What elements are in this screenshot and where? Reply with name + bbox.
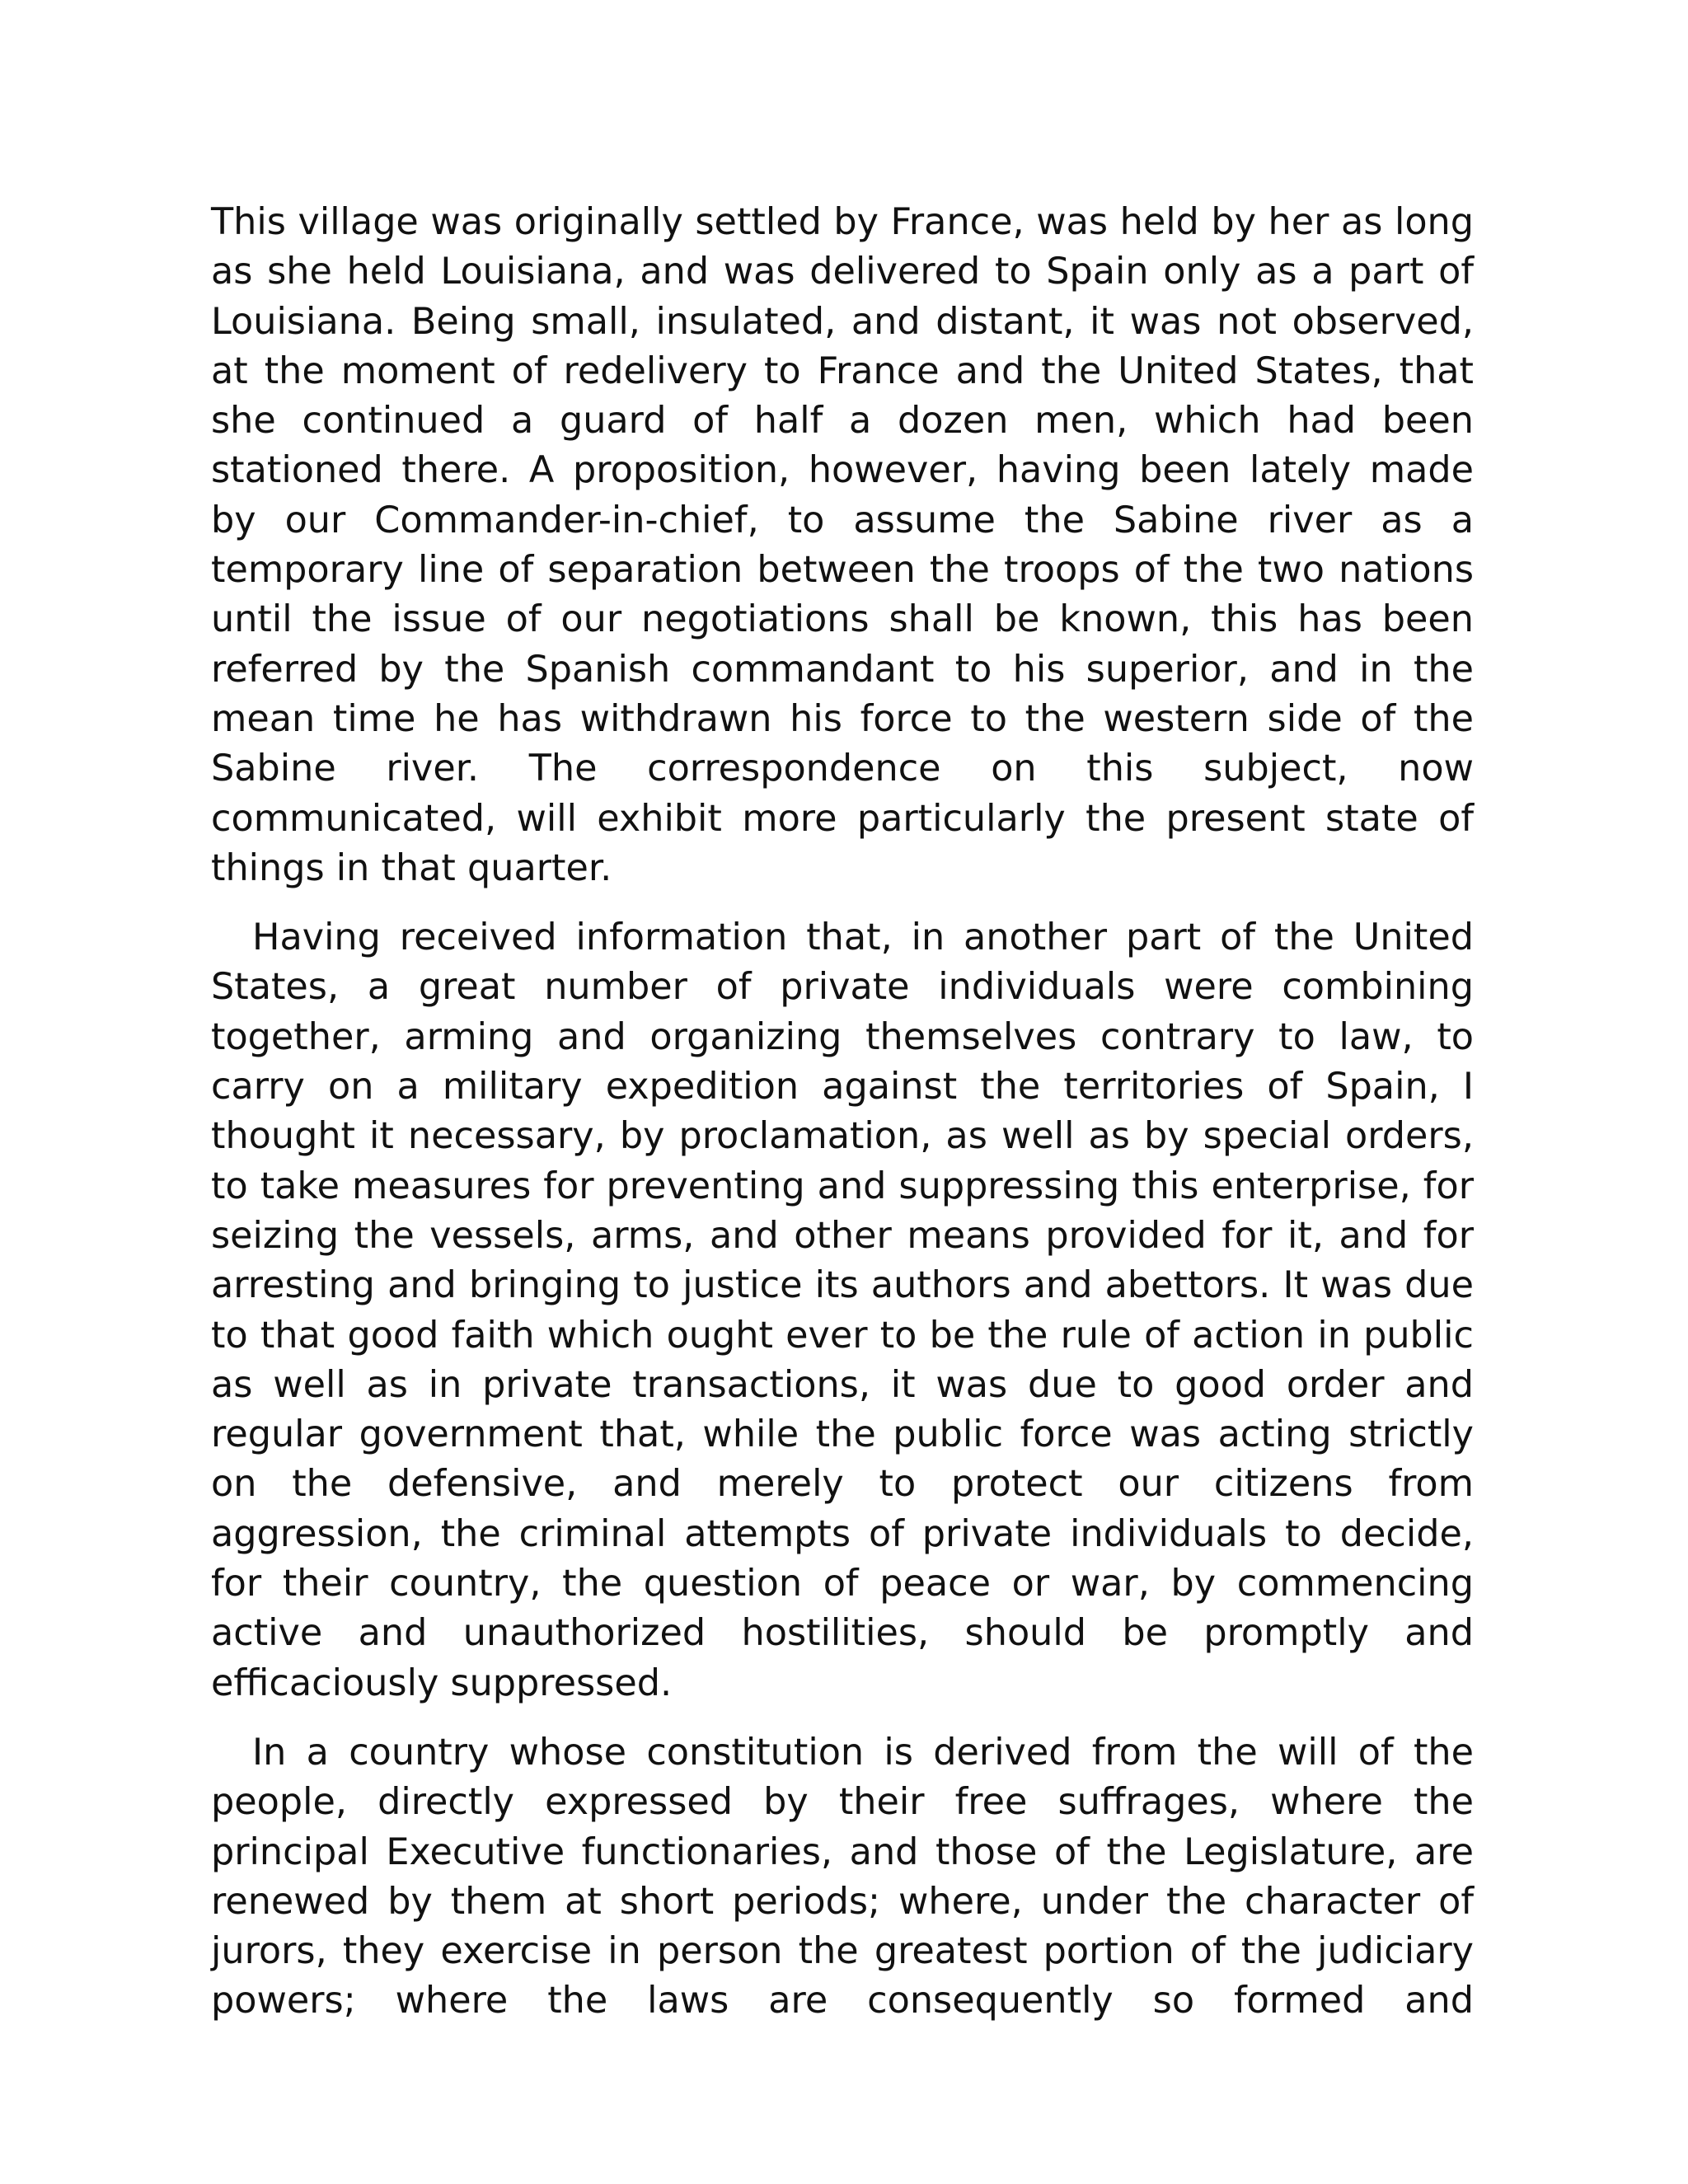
paragraph-1: This village was originally settled by France, was held by her as long as she held Louisiana, and was delivered to Spain only as a part of Louisiana. Being small, insulated, and distant, it was not observed, at the moment of redelivery to France and the United States, that she continued a guard of half a dozen men, which had been stationed there. A proposition, however, having been lately made by our Commander-in-chief, to assume the Sabine river as a temporary line of separation between the troops of the two nations until the issue of our negotiations shall be known, this has been referred by the Spanish commandant to his superior, and in the mean time he has withdrawn his force to the western side of the Sabine river. The correspondence on this subject, now communicated, will exhibit more particularly the present state of things in that quarter. [211,201,1474,889]
body-text [211,198,1474,2046]
paragraph-3: In a country whose constitution is derived from the will of the people, directly expressed by their free suffrages, where the principal Executive functionaries, and those of the Legislature, are renewed by them at short periods; where, under the character of jurors, they exercise in person the greatest portion of the judiciary powers; where the laws are consequently so formed and [211,1731,1474,2022]
paragraph-2: Having received information that, in another part of the United States, a great number of private individuals were combining together, arming and organizing themselves contrary to law, to carry on a military expedition against the territories of Spain, I thought it necessary, by proclamation, as well as by special orders, to take measures for preventing and suppressing this enterprise, for seizing the vessels, arms, and other means provided for it, and for arresting and bringing to justice its authors and abettors. It was due to that good faith which ought ever to be the rule of action in public as well as in private transactions, it was due to good order and regular government that, while the public force was acting strictly on the defensive, and merely to protect our citizens from aggression, the criminal attempts of private individuals to decide, for their country, the question of peace or war, by commencing active and unauthorized hostilities, should be promptly and efficaciously suppressed. [211,916,1474,1704]
